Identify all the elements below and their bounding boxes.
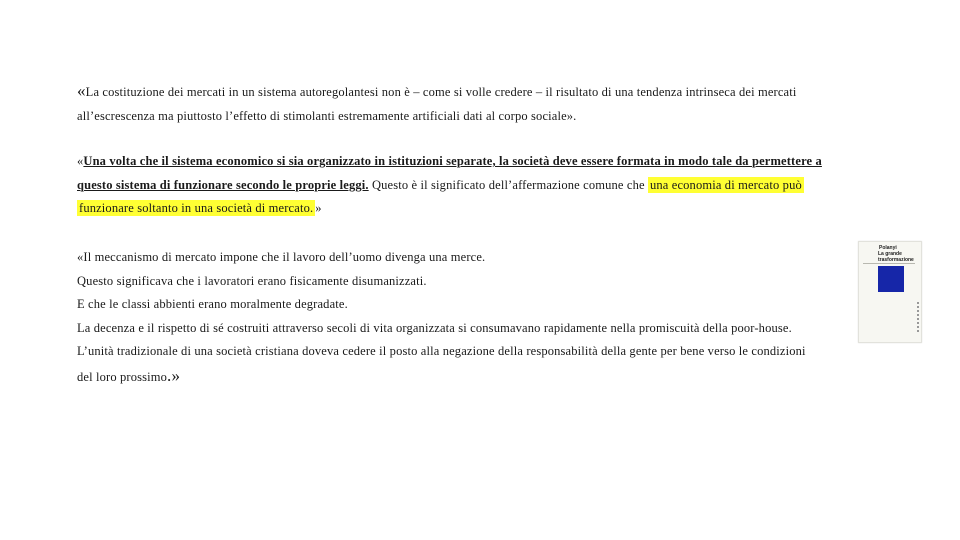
- book-title: La grande trasformazione: [878, 251, 914, 263]
- quote3-line: Questo significava che i lavoratori erano fisicamente disumanizzati.: [77, 273, 427, 288]
- highlight-market-society: funzionare soltanto in una società di mercato.: [79, 201, 314, 215]
- book-side-text: [917, 302, 919, 332]
- open-guillemet: «: [77, 81, 86, 100]
- quote2-line2: [77, 174, 892, 198]
- quote3-line: E che le classi abbienti erano moralmente degradate.: [77, 297, 348, 311]
- quote-market-society: [77, 150, 892, 221]
- book-rule: [863, 263, 915, 264]
- highlight-market-economy: una economia di mercato può: [649, 177, 802, 192]
- book-author: Polanyi: [879, 245, 897, 251]
- quote2-bold-line1: Una volta che il sistema economico si sia organizzato in istituzioni separate, la società deve essere formata in modo tale da permettere a: [83, 154, 822, 168]
- book-cover-image: [858, 241, 922, 343]
- quote-markets-self-regulating: [77, 79, 892, 128]
- book-blue-square: [878, 266, 904, 292]
- quote2-line3: funzionare soltanto in una società di mercato. »: [79, 201, 322, 215]
- quote2-plain: Questo è il significato dell’affermazione comune che: [368, 177, 648, 192]
- quote-labour-commodity: [77, 246, 892, 389]
- quote3-line: «Il meccanismo di mercato impone che il lavoro dell’uomo divenga una merce.: [77, 250, 486, 264]
- close-guillemet: .»: [167, 365, 181, 385]
- quote3-line: L’unità tradizionale di una società cristiana doveva cedere il posto alla negazione della responsabilità della gente per bene verso le condizioni: [77, 344, 806, 358]
- quote1-line2: all’escrescenza ma piuttosto l’effetto di stimolanti estremamente artificiali dati al corpo sociale».: [77, 108, 577, 123]
- quote2-bold-line2: questo sistema di funzionare secondo le proprie leggi.: [77, 177, 369, 192]
- quote2-line1: «Una volta che il sistema economico si sia organizzato in istituzioni separate, la società deve essere formata in modo tale da permettere a: [77, 154, 822, 168]
- quote1-line1: «La costituzione dei mercati in un sistema autoregolantesi non è – come si volle credere – il risultato di una tendenza intrinseca dei mercati: [77, 81, 797, 100]
- quote3-last-line: del loro prossimo.»: [77, 365, 181, 385]
- quote3-line: La decenza e il rispetto di sé costruiti attraverso secoli di vita organizzata si consumavano rapidamente nella promiscuità della poor-house.: [77, 320, 792, 335]
